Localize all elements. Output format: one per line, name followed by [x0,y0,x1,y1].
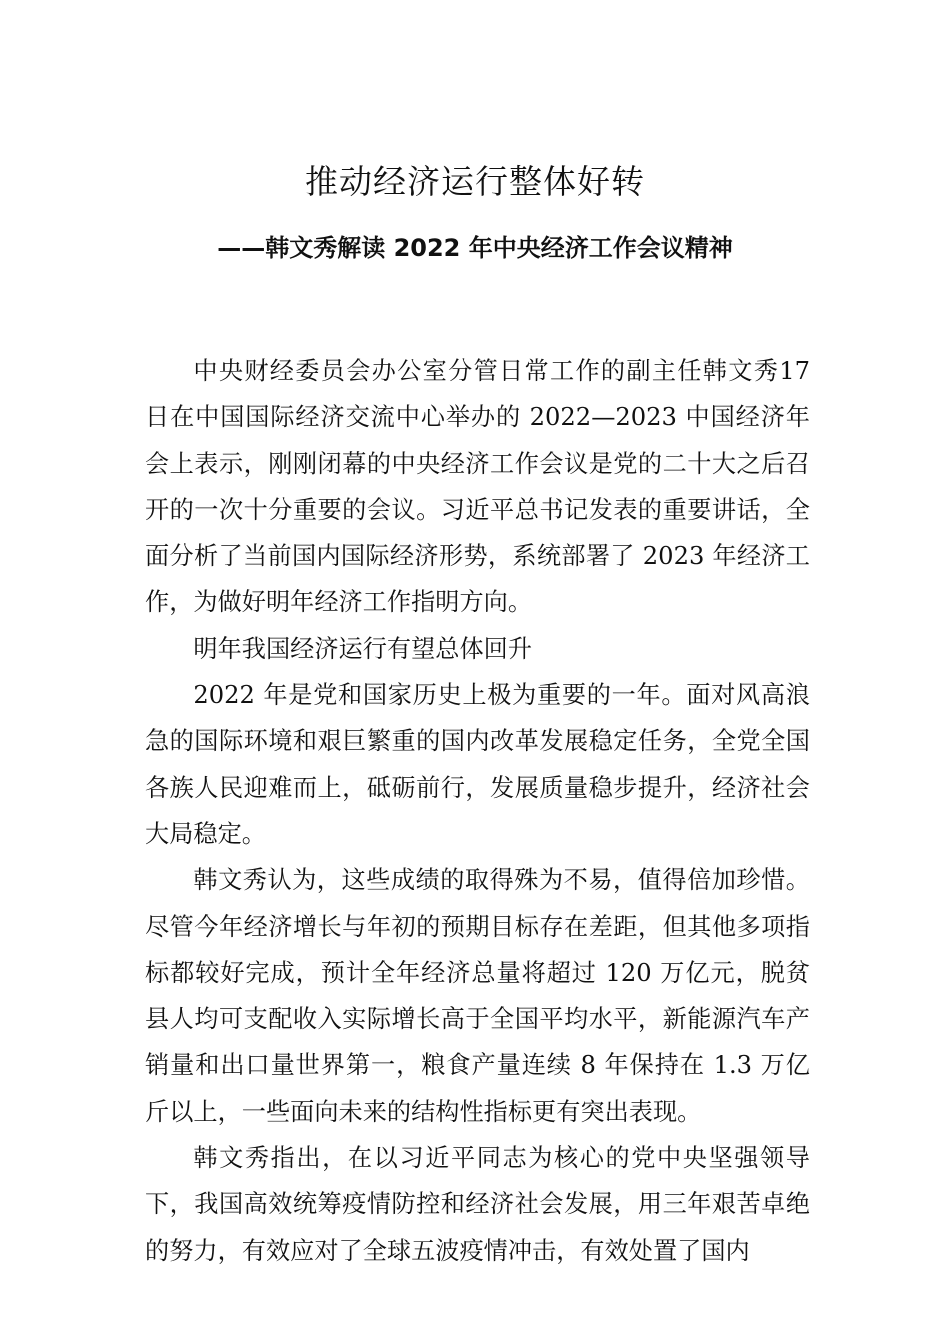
section-heading: 明年我国经济运行有望总体回升 [193,634,533,663]
document-title: 推动经济运行整体好转 [305,162,645,201]
paragraph-intro: 中央财经委员会办公室分管日常工作的副主任韩文秀17 日在中国国际经济交流中心举办的 2022—2023 中国经济年会上表示，刚刚闭幕的中央经济工作会议是党的二十大之后召开的一次十分重要的会议。习近平总书记发表的重要讲话，全面分析了当前国内国际经济形势，系统部署了 2023 年经济工作，为做好明年经济工作指明方向。 [145,357,810,617]
document-body [145,348,810,1274]
paragraph-epidemic: 韩文秀指出，在以习近平同志为核心的党中央坚强领导下，我国高效统筹疫情防控和经济社会发展，用三年艰苦卓绝的努力，有效应对了全球五波疫情冲击，有效处置了国内 [145,1144,810,1265]
paragraph-2022-review: 2022 年是党和国家历史上极为重要的一年。面对风高浪急的国际环境和艰巨繁重的国内改革发展稳定任务，全党全国各族人民迎难而上，砥砺前行，发展质量稳步提升，经济社会大局稳定。 [145,681,810,848]
paragraph-achievements: 韩文秀认为，这些成绩的取得殊为不易，值得倍加珍惜。尽管今年经济增长与年初的预期目标存在差距，但其他多项指标都较好完成，预计全年经济总量将超过 120 万亿元，脱贫县人均可支配收入实际增长高于全国平均水平，新能源汽车产销量和出口量世界第一，粮食产量连续 8 年保持在 1.3 万亿斤以上，一些面向未来的结构性指标更有突出表现。 [145,866,810,1126]
document-subtitle: ——韩文秀解读 2022 年中央经济工作会议精神 [217,234,733,262]
